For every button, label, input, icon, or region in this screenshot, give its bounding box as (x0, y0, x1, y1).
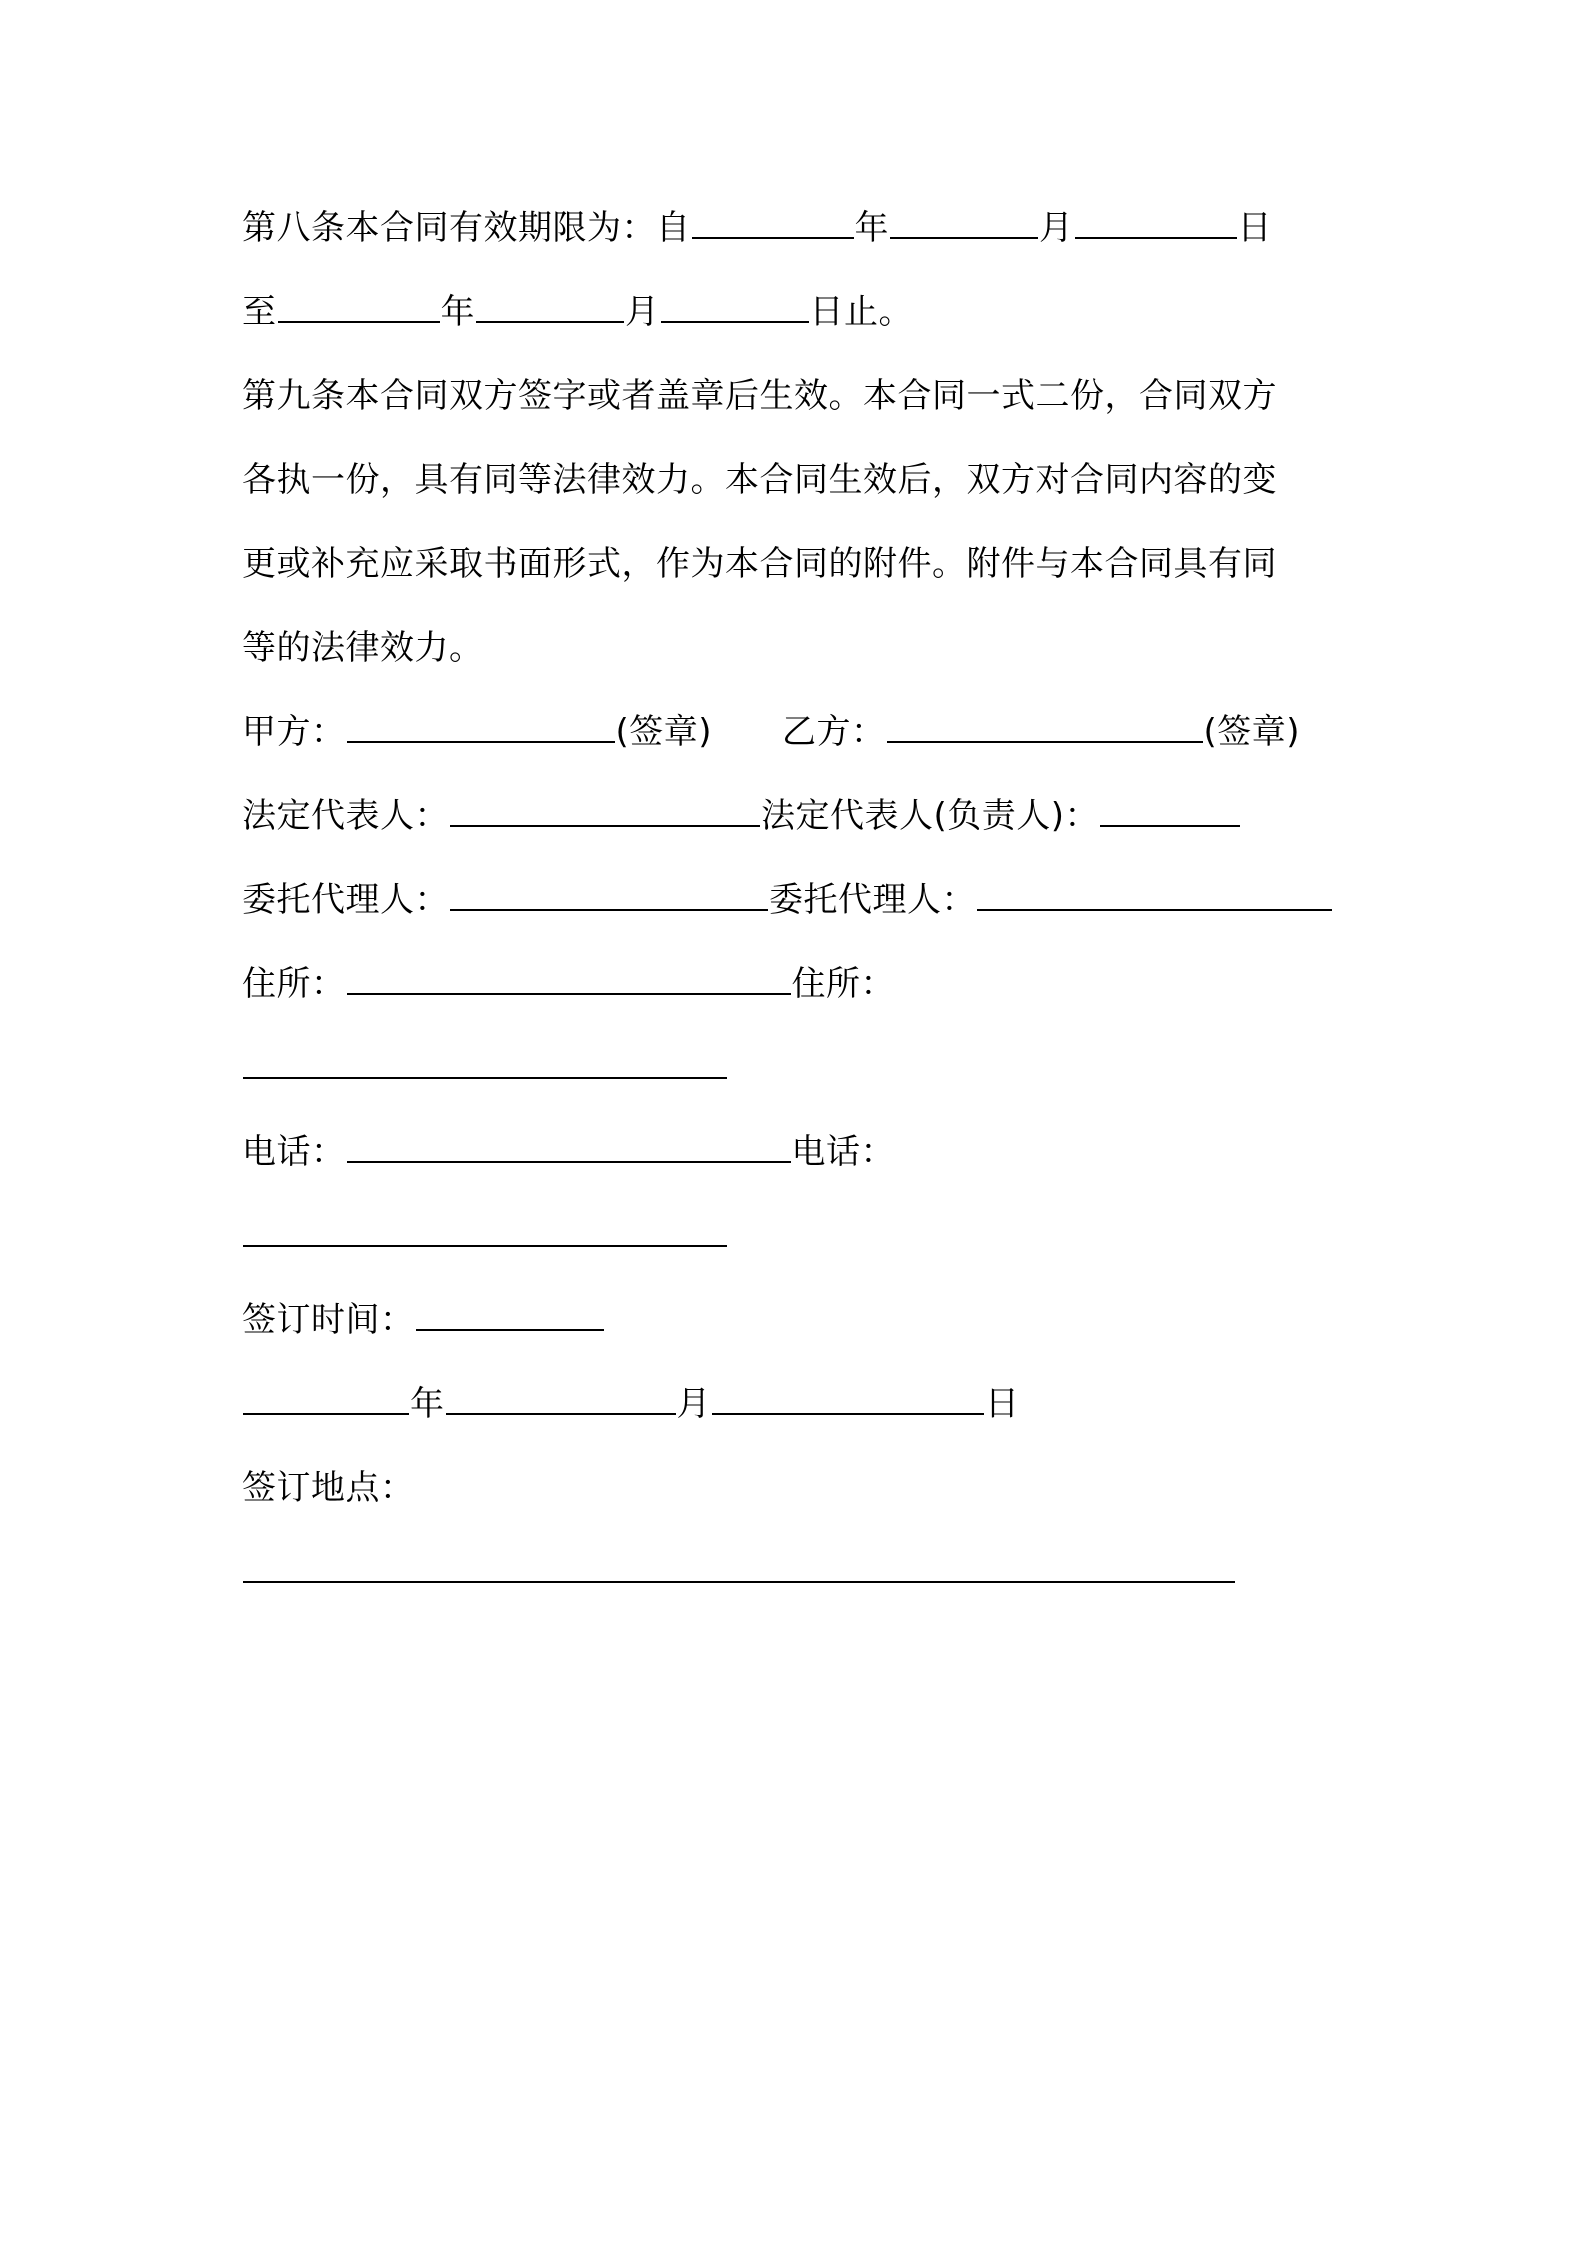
agent-a-label: 委托代理人： (242, 880, 449, 920)
end-month-label: 月 (625, 292, 660, 332)
phone-a-blank[interactable] (347, 1125, 791, 1163)
address-b-row (242, 1038, 1362, 1098)
sign-year-blank[interactable] (243, 1377, 409, 1415)
party-b-label: 乙方： (782, 712, 886, 752)
party-b-seal: (签章) (1203, 712, 1301, 752)
agent-b-blank[interactable] (977, 873, 1332, 911)
article8-line2 (242, 282, 1362, 342)
party-a-blank[interactable] (347, 705, 615, 743)
start-year-label: 年 (854, 208, 889, 248)
agent-row (242, 870, 1362, 930)
sign-place-row (242, 1458, 1362, 1518)
sign-place-blank[interactable] (243, 1545, 1235, 1583)
sign-month-blank[interactable] (446, 1377, 676, 1415)
legal-rep-row (242, 786, 1362, 846)
sign-date-row (242, 1374, 1362, 1434)
end-day-label: 日止。 (809, 292, 913, 332)
agent-a-blank[interactable] (450, 873, 768, 911)
address-a-blank[interactable] (347, 957, 791, 995)
start-day-label: 日 (1237, 208, 1272, 248)
address-b-blank[interactable] (243, 1041, 727, 1079)
legal-rep-a-label: 法定代表人： (242, 796, 449, 836)
phone-b-label: 电话： (791, 1132, 895, 1172)
end-day-blank[interactable] (661, 285, 809, 323)
legal-rep-a-blank[interactable] (450, 789, 760, 827)
legal-rep-b-label: 法定代表人(负责人)： (761, 796, 1100, 836)
address-b-label: 住所： (791, 964, 895, 1004)
party-a-seal: (签章) (615, 712, 713, 752)
article8-to-label: 至 (242, 292, 277, 332)
agent-b-label: 委托代理人： (769, 880, 976, 920)
party-a-label: 甲方： (242, 712, 346, 752)
phone-b-row (242, 1206, 1362, 1266)
article9-line1: 第九条本合同双方签字或者盖章后生效。本合同一式二份，合同双方 (242, 376, 1277, 416)
start-day-blank[interactable] (1075, 201, 1237, 239)
phone-b-blank[interactable] (243, 1209, 727, 1247)
phone-row (242, 1122, 1362, 1182)
article9-line4: 等的法律效力。 (242, 628, 484, 668)
sign-day-blank[interactable] (712, 1377, 984, 1415)
end-year-blank[interactable] (278, 285, 440, 323)
start-month-blank[interactable] (890, 201, 1038, 239)
sign-place-blank-row (242, 1542, 1362, 1602)
sign-time-blank[interactable] (416, 1293, 604, 1331)
parties-row (242, 702, 1362, 762)
article9-line3: 更或补充应采取书面形式，作为本合同的附件。附件与本合同具有同 (242, 544, 1277, 584)
sign-place-label: 签订地点： (242, 1468, 415, 1508)
sign-year-label: 年 (410, 1384, 445, 1424)
address-a-label: 住所： (242, 964, 346, 1004)
sign-month-label: 月 (676, 1384, 711, 1424)
sign-time-row (242, 1290, 1362, 1350)
sign-time-label: 签订时间： (242, 1300, 415, 1340)
end-month-blank[interactable] (476, 285, 624, 323)
article9-line2: 各执一份，具有同等法律效力。本合同生效后，双方对合同内容的变 (242, 460, 1277, 500)
phone-a-label: 电话： (242, 1132, 346, 1172)
article8-line1 (242, 198, 1362, 258)
sign-day-label: 日 (985, 1384, 1020, 1424)
start-month-label: 月 (1039, 208, 1074, 248)
article8-prefix: 第八条本合同有效期限为：自 (242, 208, 691, 248)
end-year-label: 年 (440, 292, 475, 332)
legal-rep-b-blank[interactable] (1100, 789, 1240, 827)
party-b-blank[interactable] (887, 705, 1203, 743)
address-row (242, 954, 1362, 1014)
start-year-blank[interactable] (692, 201, 854, 239)
